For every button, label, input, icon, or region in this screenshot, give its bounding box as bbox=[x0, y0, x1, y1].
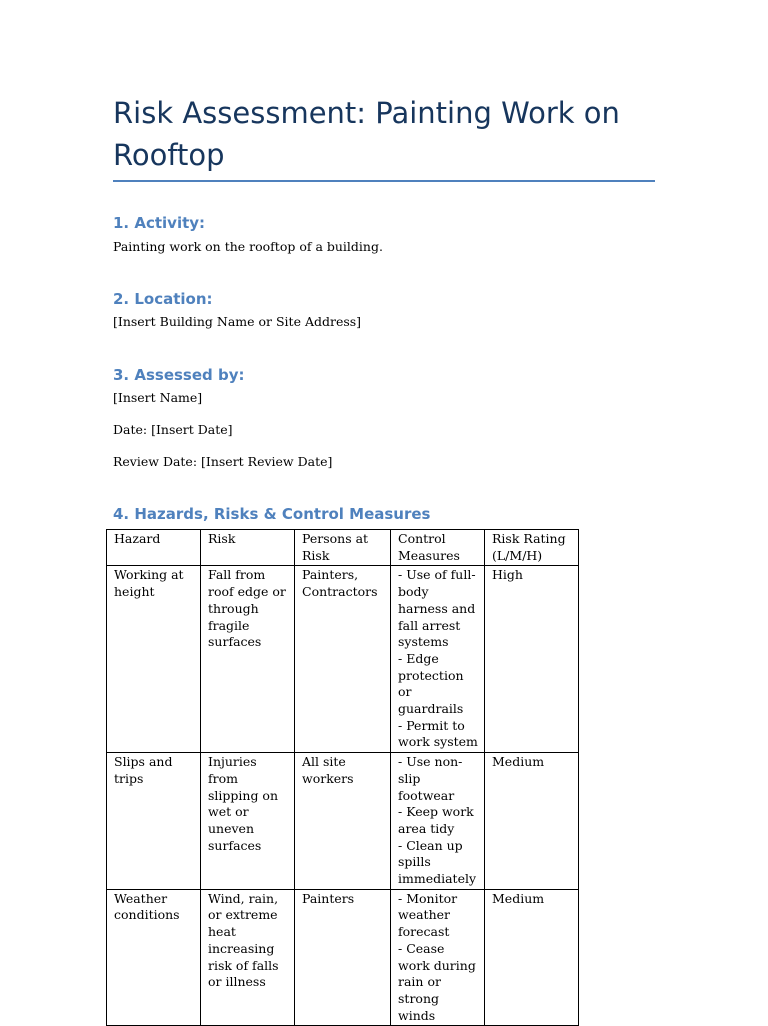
control-measure: - Clean up spills immediately bbox=[398, 837, 477, 887]
assessment-date: Date: [Insert Date] bbox=[113, 422, 233, 437]
control-measure: - Use of full-body harness and fall arrest systems bbox=[398, 567, 476, 650]
risk-cell: Wind, rain, or extreme heat increasing risk of falls or illness bbox=[201, 889, 295, 1026]
controls-cell bbox=[391, 889, 485, 1026]
risk-cell: Fall from roof edge or through fragile surfaces bbox=[201, 566, 295, 753]
controls-cell bbox=[391, 753, 485, 890]
persons-cell: Painters, Contractors bbox=[295, 566, 391, 753]
table-header-row bbox=[107, 530, 579, 566]
section-heading-location: 2. Location: bbox=[113, 290, 213, 308]
hazard-cell: Weather conditions bbox=[107, 889, 201, 1026]
risk-cell: Injuries from slipping on wet or uneven surfaces bbox=[201, 753, 295, 890]
title-underline bbox=[113, 180, 655, 182]
section-heading-activity: 1. Activity: bbox=[113, 214, 206, 232]
table-row bbox=[107, 889, 579, 1026]
header-control-measures: Control Measures bbox=[391, 530, 485, 566]
hazard-cell: Slips and trips bbox=[107, 753, 201, 890]
control-measure: - Use non-slip footwear bbox=[398, 754, 463, 803]
rating-cell: Medium bbox=[485, 889, 579, 1026]
control-measure: - Permit to work system bbox=[398, 717, 478, 750]
location-text: [Insert Building Name or Site Address] bbox=[113, 314, 362, 329]
section-heading-hazards: 4. Hazards, Risks & Control Measures bbox=[113, 505, 431, 523]
controls-cell bbox=[391, 566, 485, 753]
persons-cell: All site workers bbox=[295, 753, 391, 890]
activity-text: Painting work on the rooftop of a building. bbox=[113, 239, 383, 254]
table-row bbox=[107, 566, 579, 753]
header-risk-rating: Risk Rating (L/M/H) bbox=[485, 530, 579, 566]
document-title: Risk Assessment: Painting Work on Rooftop bbox=[113, 96, 620, 172]
hazard-cell: Working at height bbox=[107, 566, 201, 753]
control-measure: - Monitor weather forecast bbox=[398, 890, 458, 940]
assessor-name: [Insert Name] bbox=[113, 390, 203, 405]
control-measure: - Keep work area tidy bbox=[398, 804, 474, 836]
table-row bbox=[107, 753, 579, 890]
rating-cell: High bbox=[485, 566, 579, 753]
header-persons-at-risk: Persons at Risk bbox=[295, 530, 391, 566]
header-risk: Risk bbox=[201, 530, 295, 566]
control-measure: - Edge protection or guardrails bbox=[398, 650, 464, 717]
persons-cell: Painters bbox=[295, 889, 391, 1026]
header-hazard: Hazard bbox=[107, 530, 201, 566]
hazards-table bbox=[106, 529, 579, 1026]
review-date: Review Date: [Insert Review Date] bbox=[113, 454, 333, 469]
rating-cell: Medium bbox=[485, 753, 579, 890]
section-heading-assessed-by: 3. Assessed by: bbox=[113, 366, 245, 384]
control-measure: - Cease work during rain or strong winds bbox=[398, 940, 476, 1023]
